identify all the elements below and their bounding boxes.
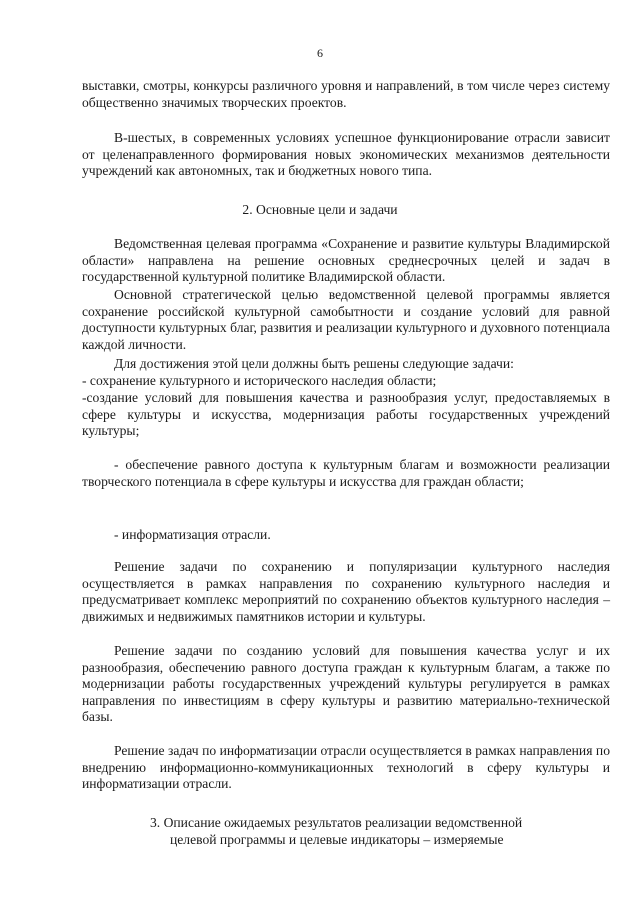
page-number: 6 xyxy=(317,46,323,60)
paragraph-tasks-intro: Для достижения этой цели должны быть решены следующие задачи: xyxy=(114,356,514,371)
paragraph-program: Ведомственная целевая программа «Сохранение и развитие культуры Владимирской области» направлена на решение основных среднесрочных целей и задач в государственной культурной политике Владимирской области. xyxy=(82,236,610,285)
section-heading-3 xyxy=(150,815,580,848)
paragraph-sixth: В-шестых, в современных условиях успешное функционирование отрасли зависит от целенаправленного формирования новых экономических механизмов деятельности учреждений как автономных, так и бюджетных нового типа. xyxy=(82,130,610,179)
paragraph-quality-solution: Решение задачи по созданию условий для повышения качества услуг и их разнообразия, обеспечению равного доступа граждан к культурным благам, а также по модернизации работы государственных учреждений культуры регулируется в рамках направления по инвестициям в сферу культуры и развитию материально-технической базы. xyxy=(82,643,610,725)
paragraph-exhibitions: выставки, смотры, конкурсы различного уровня и направлений, в том числе через систему общественно значимых творческих проектов. xyxy=(82,78,610,110)
task-item-access: - обеспечение равного доступа к культурным благам и возможности реализации творческого потенциала в сфере культуры и искусства для граждан области; xyxy=(82,457,610,489)
task-item-informatization: - информатизация отрасли. xyxy=(114,527,271,542)
paragraph-informatization-solution: Решение задач по информатизации отрасли осуществляется в рамках направления по внедрению информационно-коммуникационных технологий в сферу культуры и информатизации отрасли. xyxy=(82,743,610,792)
paragraph-strategic-goal: Основной стратегической целью ведомственной целевой программы является сохранение российской культурной самобытности и создание условий для равной доступности культурных благ, развития и реализации культурного и духовного потенциала каждой личности. xyxy=(82,287,610,352)
section-heading-2: 2. Основные цели и задачи xyxy=(242,202,398,217)
section-heading-3-line1: 3. Описание ожидаемых результатов реализации ведомственной xyxy=(150,815,523,830)
paragraph-heritage-solution: Решение задачи по сохранению и популяризации культурного наследия осуществляется в рамках направления по сохранению культурного наследия и предусматривает комплекс мероприятий по сохранению объектов культурного наследия – движимых и недвижимых памятников истории и культуры. xyxy=(82,559,610,624)
section-heading-3-line2: целевой программы и целевые индикаторы – измеряемые xyxy=(170,831,504,847)
task-item-heritage: - сохранение культурного и исторического наследия области; xyxy=(82,373,437,388)
task-item-quality: -создание условий для повышения качества и разнообразия услуг, предоставляемых в сфере культуры и искусства, модернизация работы государственных учреждений культуры; xyxy=(82,390,610,439)
